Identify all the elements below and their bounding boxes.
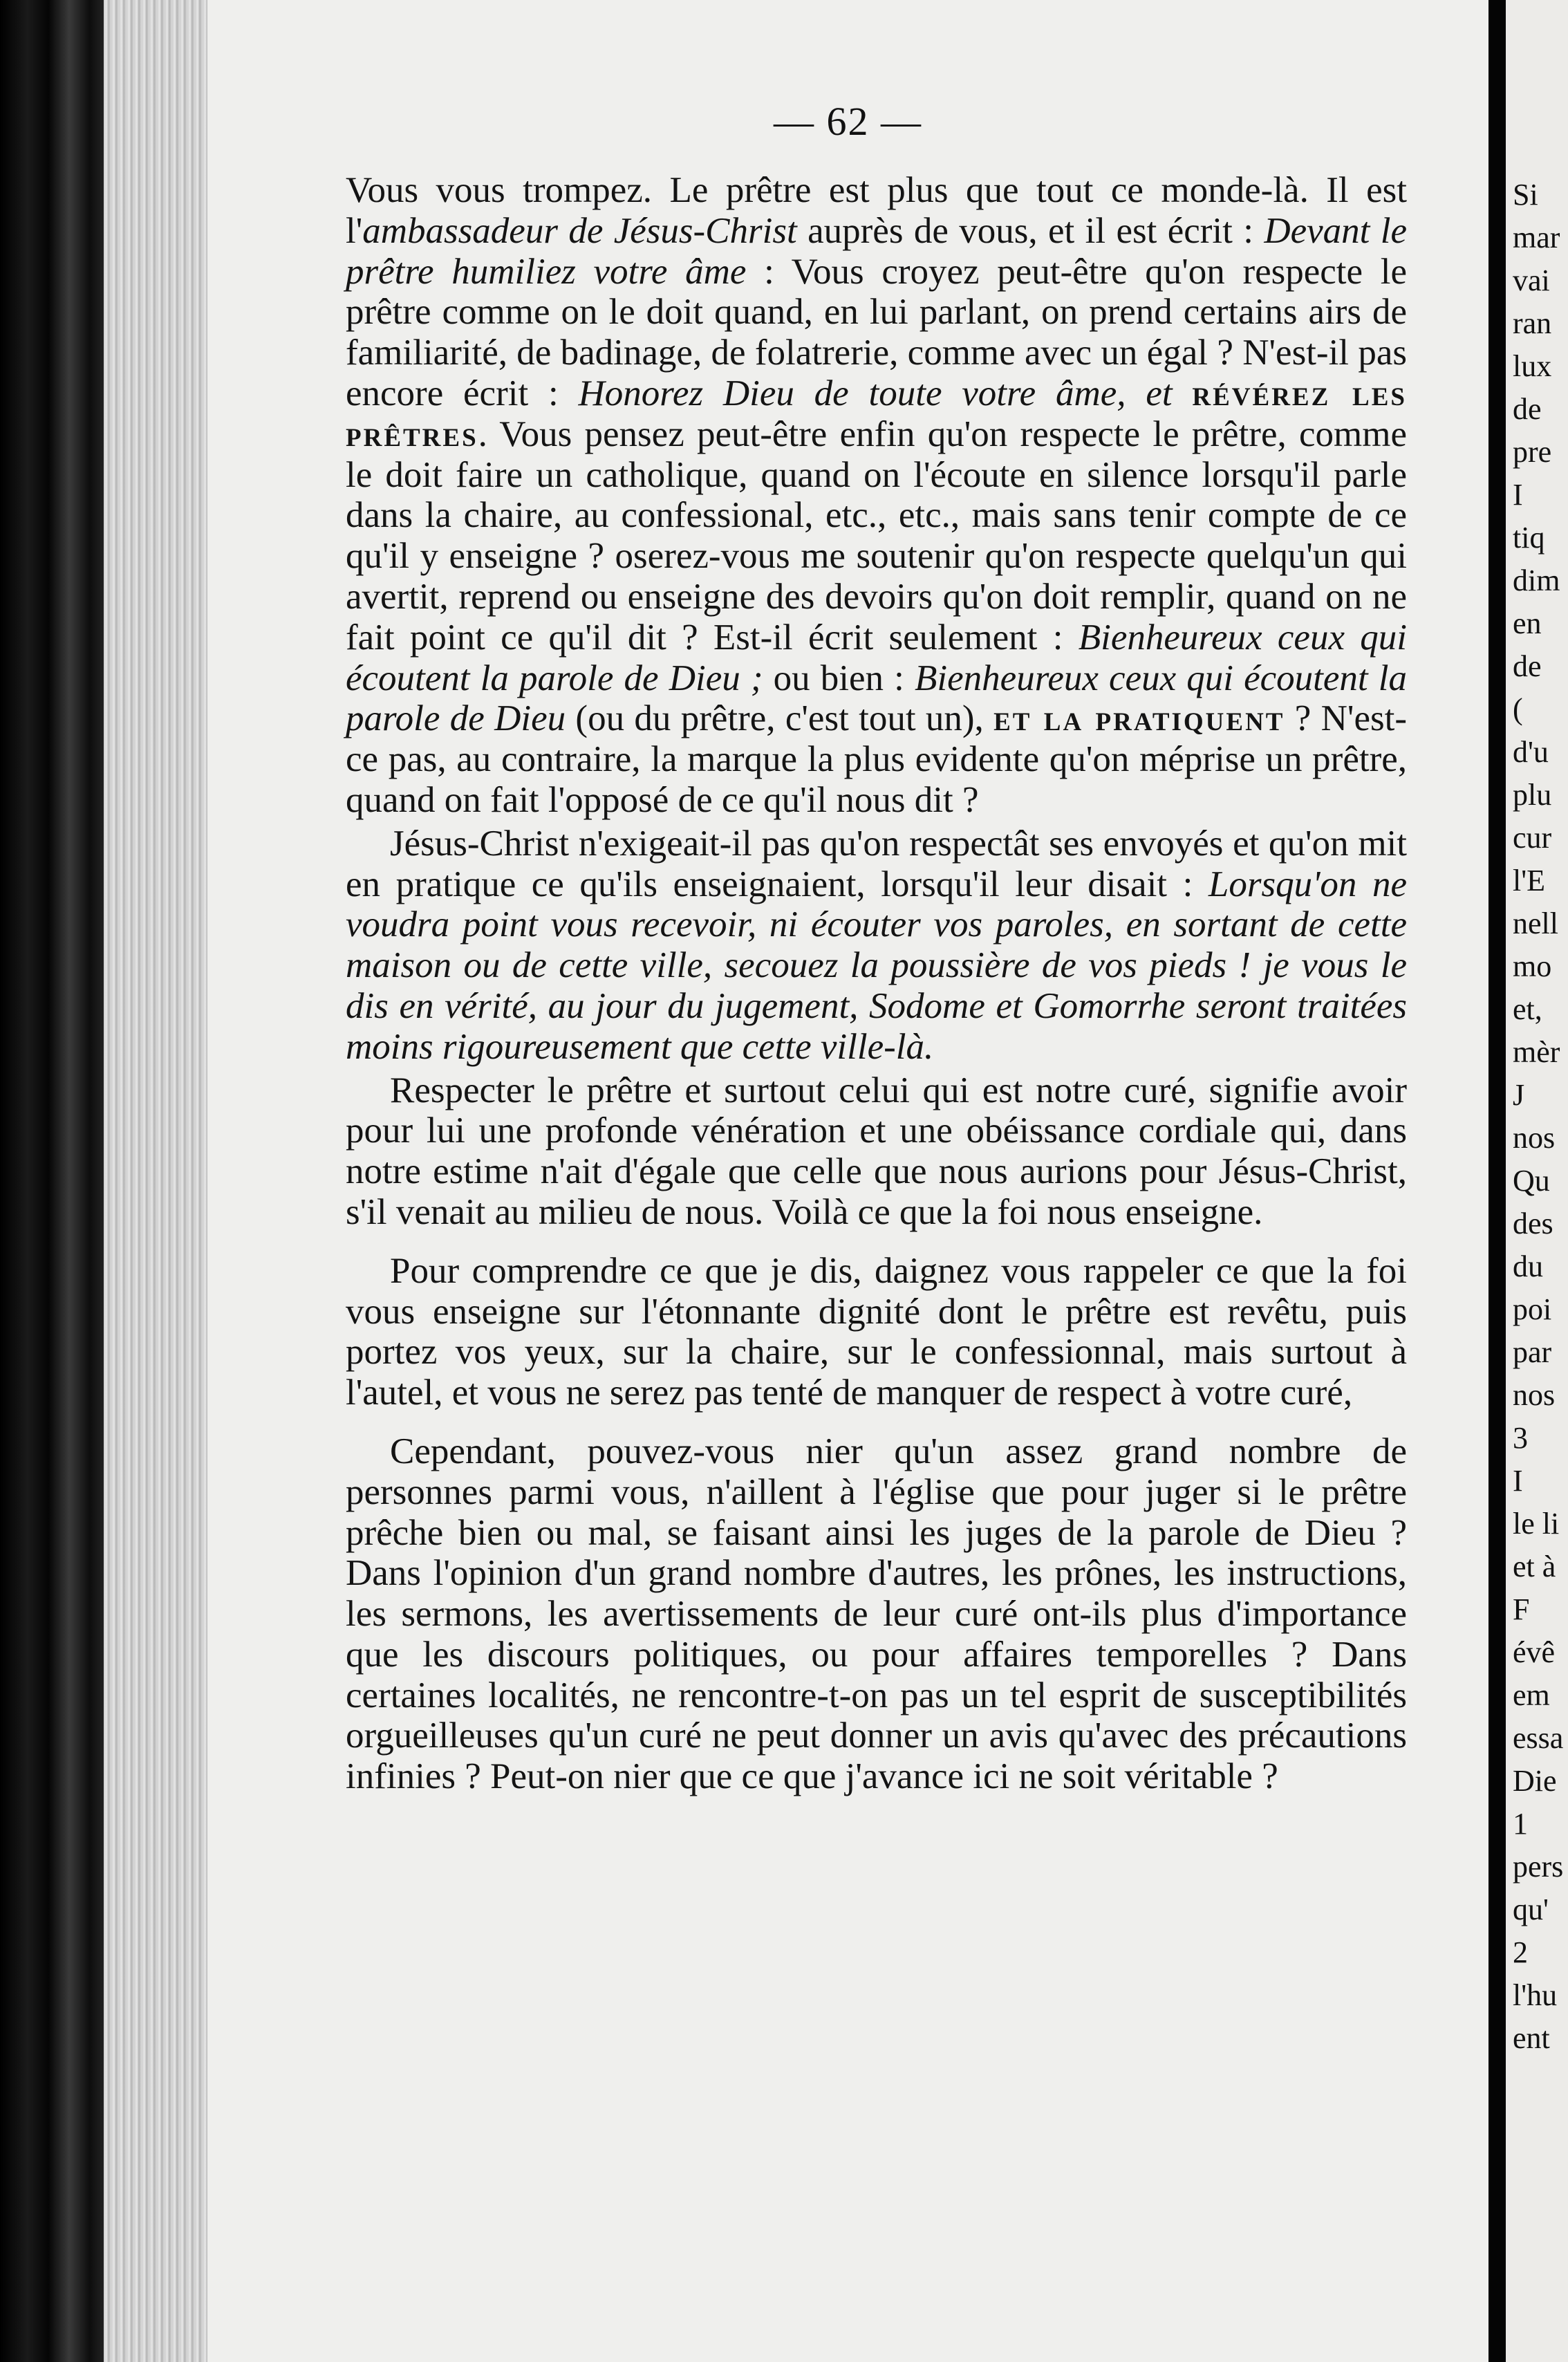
adjacent-page-line: poi: [1513, 1292, 1552, 1326]
scan-border-left: [0, 0, 104, 2362]
book-page-edges: [104, 0, 207, 2362]
adjacent-page-line: Qu: [1513, 1164, 1550, 1198]
text-run: ou bien :: [763, 658, 915, 698]
adjacent-page-line: dim: [1513, 564, 1560, 597]
page-gutter: [1488, 0, 1506, 2362]
adjacent-page-line: tiq: [1513, 521, 1545, 555]
adjacent-page-line: l'hu: [1513, 1978, 1558, 2012]
paragraph: [346, 1251, 1407, 1413]
adjacent-page-fragment: [1506, 0, 1568, 2362]
paragraph: [346, 824, 1407, 1068]
adjacent-page-line: mèr: [1513, 1035, 1560, 1069]
adjacent-page-line: Die: [1513, 1764, 1557, 1798]
text-run: ? N'est-ce pas, au contraire, la marque la plus evidente qu'on méprise un prêtre, quand on fait l'opposé de ce qu'il nous dit ?: [346, 698, 1407, 820]
adjacent-page-line: 3: [1513, 1421, 1528, 1455]
italic-run: Lorsqu'on ne voudra point vous recevoir, ni écouter vos paroles, en sortant de cette maison ou de cette ville, secouez la poussière de vos pieds ! je vous le dis en vérité, au jour du jugement, Sodome et Gomorrhe seront traitées moins rigoureusement que cette ville-là.: [346, 864, 1407, 1067]
italic-run: ambassadeur de Jésus-Christ: [362, 210, 797, 251]
paragraph: [346, 1070, 1407, 1233]
adjacent-page-line: I: [1513, 1464, 1523, 1498]
italic-run: Bienheureux ceux qui écoutent la parole de Dieu ;: [346, 617, 1407, 698]
adjacent-page-line: essa: [1513, 1721, 1564, 1755]
adjacent-page-line: du: [1513, 1249, 1543, 1283]
adjacent-page-line: nos: [1513, 1121, 1556, 1155]
italic-run: Devant le prêtre humiliez votre âme: [346, 210, 1408, 292]
text-run: (ou du prêtre, c'est tout un),: [566, 698, 994, 739]
adjacent-page-line: plu: [1513, 778, 1552, 812]
adjacent-page-line: des: [1513, 1207, 1553, 1240]
adjacent-page-line: nos: [1513, 1378, 1556, 1412]
italic-run: Honorez Dieu de toute votre âme, et: [578, 373, 1173, 413]
adjacent-page-line: et à: [1513, 1550, 1556, 1583]
adjacent-page-line: de: [1513, 392, 1542, 426]
text-run: Vous vous trompez. Le prêtre est plus que tout ce monde-là. Il est l': [346, 170, 1407, 251]
text-run: auprès de vous, et il est écrit :: [796, 210, 1264, 251]
adjacent-page-line: et,: [1513, 992, 1542, 1026]
adjacent-page-line: ran: [1513, 306, 1552, 340]
adjacent-page-line: par: [1513, 1335, 1552, 1369]
adjacent-page-line: F: [1513, 1592, 1530, 1626]
text-run: : Vous croyez peut-être qu'on respecte le prêtre comme on le doit quand, en lui parlant, on prend certains airs de familiarité, de badinage, de folatrerie, comme avec un égal ? N'est-il pas encore écrit :: [346, 251, 1407, 413]
text-run: [1173, 373, 1193, 413]
adjacent-page-line: nell: [1513, 906, 1558, 940]
book-page: [207, 0, 1488, 2362]
adjacent-page-line: pers: [1513, 1850, 1564, 1884]
adjacent-page-line: J: [1513, 1078, 1525, 1112]
adjacent-page-line: qu': [1513, 1893, 1549, 1926]
adjacent-page-line: en: [1513, 606, 1542, 640]
page-number: — 62 —: [774, 99, 922, 144]
text-run: Jésus-Christ n'exigeait-il pas qu'on respectât ses envoyés et qu'on mit en pratique ce qu'ils enseignaient, lorsqu'il leur disait :: [346, 823, 1407, 904]
adjacent-page-line: l'E: [1513, 864, 1546, 898]
adjacent-page-line: I: [1513, 478, 1523, 512]
adjacent-page-line: Si: [1513, 178, 1538, 212]
adjacent-page-line: d'u: [1513, 735, 1549, 769]
adjacent-page-line: ent: [1513, 2021, 1550, 2055]
adjacent-page-line: évê: [1513, 1635, 1556, 1669]
smallcaps-run: et la pratiquent: [993, 698, 1285, 739]
adjacent-page-line: de: [1513, 649, 1542, 683]
paragraph: [346, 170, 1407, 821]
smallcaps-run: révérez les prêtres: [346, 373, 1407, 454]
adjacent-page-line: cur: [1513, 821, 1552, 855]
adjacent-page-line: lux: [1513, 349, 1552, 383]
adjacent-page-line: 1: [1513, 1807, 1528, 1841]
text-run: Cependant, pouvez-vous nier qu'un assez grand nombre de personnes parmi vous, n'aillent à l'église que pour juger si le prêtre prêche bien ou mal, se faisant ainsi les juges de la parole de Dieu ? Dans l'opinion d'un grand nombre d'autres, les prônes, les instructions, les sermons, les avertissements de leur curé ont-ils plus d'importance que les discours politiques, ou pour affaires temporelles ? Dans certaines localités, ne rencontre-t-on pas un tel esprit de susceptibilités orgueilleuses qu'un curé ne peut donner un avis qu'avec des précautions infinies ? Peut-on nier que ce que j'avance ici ne soit véritable ?: [346, 1431, 1407, 1797]
italic-run: Bienheureux ceux qui écoutent la parole de Dieu: [346, 658, 1407, 739]
adjacent-page-line: 2: [1513, 1935, 1528, 1969]
text-run: Pour comprendre ce que je dis, daignez vous rappeler ce que la foi vous enseigne sur l'étonnante dignité dont le prêtre est revêtu, puis portez vos yeux, sur la chaire, sur le confessionnal, mais surtout à l'autel, et vous ne serez pas tenté de manquer de respect à votre curé,: [346, 1250, 1407, 1413]
page-body-text: [346, 170, 1407, 1797]
adjacent-page-line: pre: [1513, 435, 1552, 469]
adjacent-page-line: vai: [1513, 263, 1550, 297]
adjacent-page-line: em: [1513, 1678, 1550, 1712]
adjacent-page-line: mo: [1513, 949, 1552, 983]
adjacent-page-line: le li: [1513, 1507, 1560, 1541]
paragraph: [346, 1431, 1407, 1797]
adjacent-page-line: mar: [1513, 221, 1560, 254]
text-run: . Vous pensez peut-être enfin qu'on respecte le prêtre, comme le doit faire un catholique, quand on l'écoute en silence lorsqu'il parle dans la chaire, au confessional, etc., etc., mais sans tenir compte de ce qu'il y enseigne ? oserez-vous me soutenir qu'on respecte quelqu'un qui avertit, reprend ou enseigne des devoirs qu'on doit remplir, quand on ne fait point ce qu'il dit ? Est-il écrit seulement :: [346, 413, 1407, 658]
adjacent-page-line: (: [1513, 692, 1523, 726]
text-run: Respecter le prêtre et surtout celui qui est notre curé, signifie avoir pour lui une profonde vénération et une obéissance cordiale qui, dans notre estime n'ait d'égale que celle que nous aurions pour Jésus-Christ, s'il venait au milieu de nous. Voilà ce que la foi nous enseigne.: [346, 1070, 1407, 1232]
